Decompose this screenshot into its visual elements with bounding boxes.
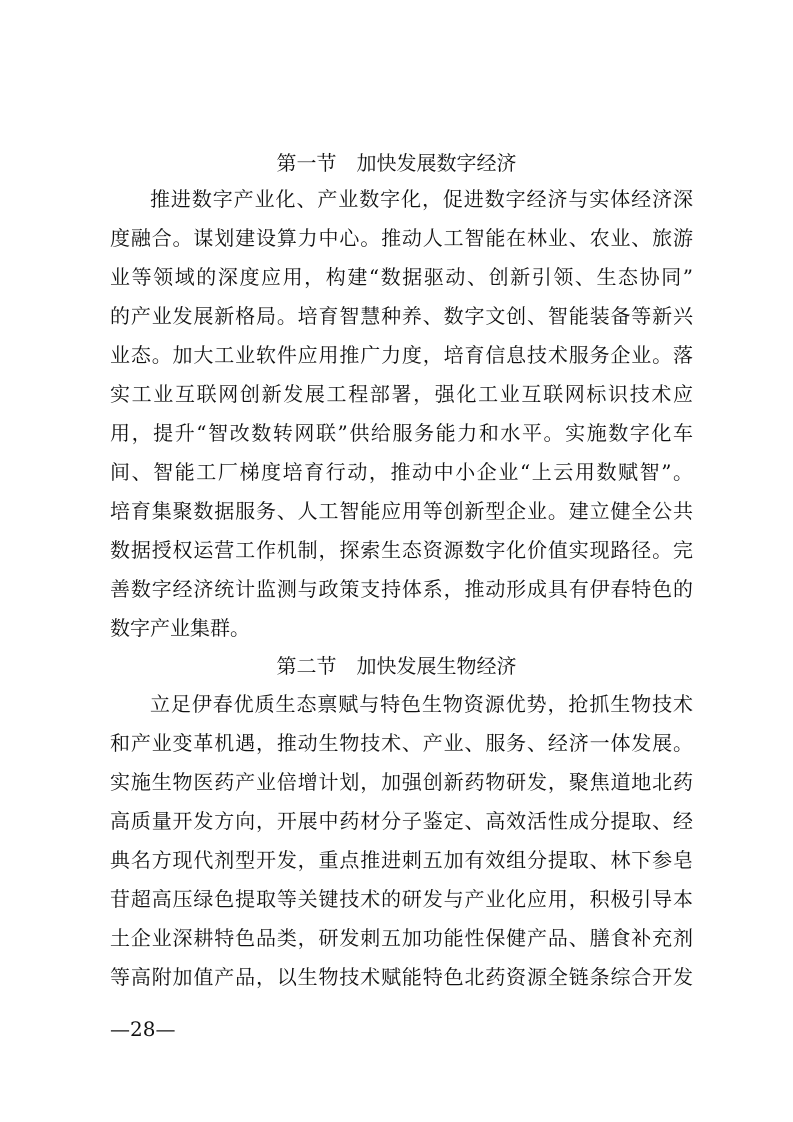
paragraph-line: 立足伊春优质生态禀赋与特色生物资源优势，抢抓生物技术 (150, 692, 693, 716)
paragraph-line: 实施生物医药产业倍增计划，加强创新药物研发，聚焦道地北药 (110, 770, 693, 794)
paragraph-line: 数字产业集群。 (110, 616, 250, 640)
paragraph-line: 数据授权运营工作机制，探索生态资源数字化价值实现路径。完 (110, 538, 693, 562)
paragraph-line: 用，提升“智改数转网联”供给服务能力和水平。实施数字化车 (110, 421, 693, 445)
paragraph-line: 推进数字产业化、产业数字化，促进数字经济与实体经济深 (150, 187, 693, 211)
paragraph-line: 的产业发展新格局。培育智慧种养、数字文创、智能装备等新兴 (110, 304, 693, 328)
paragraph-line: 典名方现代剂型开发，重点推进刺五加有效组分提取、林下参皂 (110, 848, 693, 872)
paragraph-line: 间、智能工厂梯度培育行动，推动中小企业“上云用数赋智”。 (110, 460, 693, 484)
paragraph-line: 高质量开发方向，开展中药材分子鉴定、高效活性成分提取、经 (110, 809, 693, 833)
section-heading-bio-economy: 第二节 加快发展生物经济 (276, 654, 517, 678)
paragraph-line: 善数字经济统计监测与政策支持体系，推动形成具有伊春特色的 (110, 577, 693, 601)
paragraph-line: 业等领域的深度应用，构建“数据驱动、创新引领、生态协同” (110, 265, 693, 289)
paragraph-line: 和产业变革机遇，推动生物技术、产业、服务、经济一体发展。 (110, 731, 693, 755)
paragraph-line: 土企业深耕特色品类，研发刺五加功能性保健产品、膳食补充剂 (110, 926, 693, 950)
page-number: —28— (110, 1017, 176, 1041)
paragraph-line: 业态。加大工业软件应用推广力度，培育信息技术服务企业。落 (110, 343, 693, 367)
paragraph-line: 苷超高压绿色提取等关键技术的研发与产业化应用，积极引导本 (110, 887, 693, 911)
paragraph-line: 等高附加值产品，以生物技术赋能特色北药资源全链条综合开发 (110, 965, 693, 989)
paragraph-line: 度融合。谋划建设算力中心。推动人工智能在林业、农业、旅游 (110, 226, 693, 250)
section-heading-digital-economy: 第一节 加快发展数字经济 (276, 151, 517, 175)
paragraph-line: 实工业互联网创新发展工程部署，强化工业互联网标识技术应 (110, 382, 693, 406)
paragraph-line: 培育集聚数据服务、人工智能应用等创新型企业。建立健全公共 (110, 499, 693, 523)
